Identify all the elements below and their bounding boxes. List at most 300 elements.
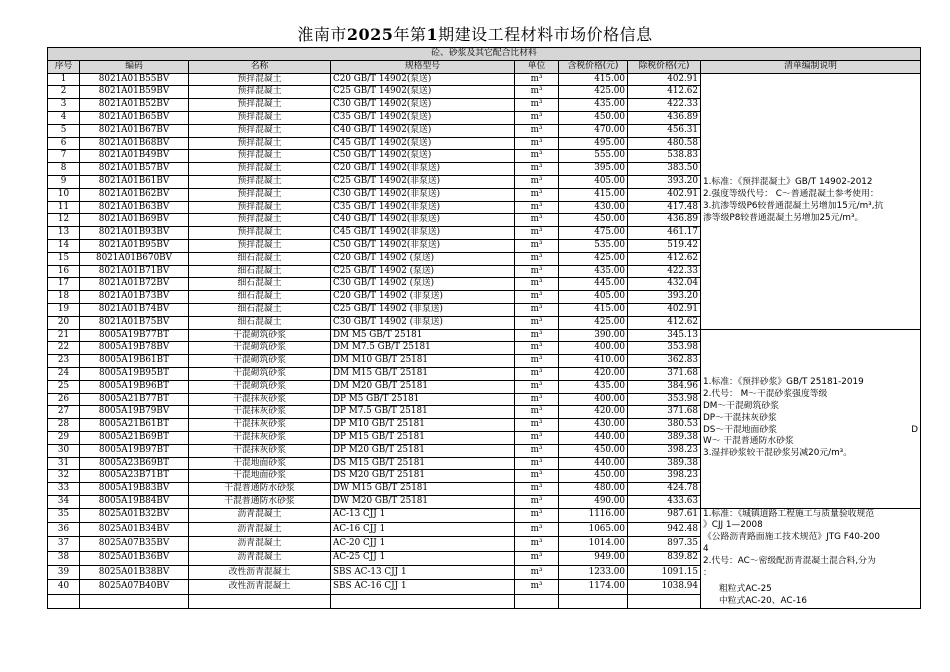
note-line: DS～干混地面砂浆 [703, 424, 777, 435]
row-unit: m³ [515, 124, 559, 137]
row-index: 31 [48, 457, 80, 470]
row-unit: m³ [515, 278, 559, 291]
row-name: 干混普通防水砂浆 [189, 495, 331, 508]
row-name: 沥青混凝土 [189, 551, 331, 565]
note-line: 3.抗渗等级P6较普通混凝土另增加15元/m³,抗 [703, 201, 884, 212]
note-line: 2.代号：AC～密级配沥青混凝土混合料,分为 [703, 555, 876, 566]
row-code: 8005A19B83BV [80, 483, 189, 496]
row-spec: C35 GB/T 14902(泵送) [331, 111, 515, 124]
row-price-notax [628, 594, 701, 608]
row-price-tax: 435.00 [559, 265, 628, 278]
row-price-notax: 345.13 [628, 329, 701, 342]
note-line: 4 [703, 544, 709, 555]
row-code: 8021A01B65BV [80, 111, 189, 124]
row-price-tax: 410.00 [559, 355, 628, 368]
row-name: 干混砌筑砂浆 [189, 329, 331, 342]
row-spec: C40 GB/T 14902(泵送) [331, 124, 515, 137]
row-unit: m³ [515, 580, 559, 594]
row-spec: C20 GB/T 14902 (泵送) [331, 252, 515, 265]
row-name: 干混抹灰砂浆 [189, 431, 331, 444]
row-unit: m³ [515, 227, 559, 240]
row-name: 预拌混凝土 [189, 73, 331, 86]
row-index: 16 [48, 265, 80, 278]
note-line-pair [703, 425, 918, 437]
row-price-notax: 422.33 [628, 99, 701, 112]
row-code: 8021A01B63BV [80, 201, 189, 214]
row-name: 沥青混凝土 [189, 523, 331, 537]
row-unit: m³ [515, 316, 559, 329]
row-index: 28 [48, 419, 80, 432]
row-code: 8021A01B59BV [80, 86, 189, 99]
row-unit: m³ [515, 99, 559, 112]
table-row [48, 508, 921, 522]
row-name: 预拌混凝土 [189, 201, 331, 214]
row-price-notax: 384.96 [628, 380, 701, 393]
row-name: 预拌混凝土 [189, 124, 331, 137]
row-code: 8005A21B69BT [80, 431, 189, 444]
row-price-tax: 400.00 [559, 342, 628, 355]
row-code: 8021A01B67BV [80, 124, 189, 137]
row-price-tax: 415.00 [559, 303, 628, 316]
row-index: 2 [48, 86, 80, 99]
note-line: 2.代号： M～干混砂浆强度等级 [703, 389, 828, 400]
row-name: 细石混凝土 [189, 291, 331, 304]
row-spec: DP M7.5 GB/T 25181 [331, 406, 515, 419]
row-code: 8021A01B71BV [80, 265, 189, 278]
row-spec: C25 GB/T 14902 (泵送) [331, 265, 515, 278]
row-unit: m³ [515, 431, 559, 444]
row-spec: C25 GB/T 14902(非泵送) [331, 175, 515, 188]
col-header-price-notax: 除税价格(元) [628, 60, 701, 73]
row-price-tax: 445.00 [559, 278, 628, 291]
note-line: 渗等级P8较普通混凝土另增加25元/m³。 [703, 212, 864, 223]
row-spec: C30 GB/T 14902 (非泵送) [331, 316, 515, 329]
row-unit: m³ [515, 566, 559, 580]
row-index: 7 [48, 150, 80, 163]
row-unit: m³ [515, 393, 559, 406]
row-index: 39 [48, 566, 80, 580]
note-line: 粗粒式AC-25 [719, 584, 772, 595]
row-spec: DP M15 GB/T 25181 [331, 431, 515, 444]
col-header-unit: 单位 [515, 60, 559, 73]
col-header-code: 编码 [80, 60, 189, 73]
row-price-notax: 519.42 [628, 239, 701, 252]
row-code: 8021A01B49BV [80, 150, 189, 163]
row-code: 8005A19B96BT [80, 380, 189, 393]
row-spec: DM M15 GB/T 25181 [331, 367, 515, 380]
row-name: 预拌混凝土 [189, 111, 331, 124]
row-spec: C45 GB/T 14902(非泵送) [331, 227, 515, 240]
row-price-tax: 490.00 [559, 495, 628, 508]
row-price-tax: 470.00 [559, 124, 628, 137]
row-price-tax: 535.00 [559, 239, 628, 252]
row-spec: DS M15 GB/T 25181 [331, 457, 515, 470]
row-index: 32 [48, 470, 80, 483]
row-price-notax: 424.78 [628, 483, 701, 496]
row-spec: AC-25 CJJ 1 [331, 551, 515, 565]
row-price-tax: 495.00 [559, 137, 628, 150]
row-code: 8021A01B95BV [80, 239, 189, 252]
row-price-tax: 440.00 [559, 431, 628, 444]
row-code: 8021A01B73BV [80, 291, 189, 304]
row-price-tax [559, 594, 628, 608]
row-code: 8021A01B69BV [80, 214, 189, 227]
row-name [189, 594, 331, 608]
row-index: 30 [48, 444, 80, 457]
note-line: D [911, 424, 919, 435]
row-name: 细石混凝土 [189, 252, 331, 265]
row-spec: DP M10 GB/T 25181 [331, 419, 515, 432]
row-unit: m³ [515, 265, 559, 278]
row-index: 34 [48, 495, 80, 508]
row-name: 干混砌筑砂浆 [189, 342, 331, 355]
row-spec: DS M20 GB/T 25181 [331, 470, 515, 483]
row-index: 3 [48, 99, 80, 112]
note-line: 》CJJ 1—2008 [703, 520, 763, 531]
row-code: 8005A19B84BV [80, 495, 189, 508]
row-code: 8025A01B36BV [80, 551, 189, 565]
row-name: 预拌混凝土 [189, 227, 331, 240]
row-spec: C30 GB/T 14902 (泵送) [331, 278, 515, 291]
row-unit: m³ [515, 188, 559, 201]
row-index: 18 [48, 291, 80, 304]
row-price-notax: 897.35 [628, 537, 701, 551]
row-price-notax: 353.98 [628, 393, 701, 406]
col-header-spec: 规格型号 [331, 60, 515, 73]
row-code: 8005A19B97BT [80, 444, 189, 457]
row-spec: AC-20 CJJ 1 [331, 537, 515, 551]
col-header-index: 序号 [48, 60, 80, 73]
row-index: 33 [48, 483, 80, 496]
row-code: 8005A19B79BV [80, 406, 189, 419]
row-price-tax: 949.00 [559, 551, 628, 565]
note-line: ： [703, 567, 712, 578]
row-code: 8021A01B55BV [80, 73, 189, 86]
row-price-notax: 538.83 [628, 150, 701, 163]
price-table [47, 47, 921, 609]
row-price-notax: 393.20 [628, 291, 701, 304]
row-price-notax: 432.04 [628, 278, 701, 291]
row-name: 改性沥青混凝土 [189, 580, 331, 594]
note-line: 1.标准：《预拌砂浆》GB/T 25181-2019 [703, 377, 864, 388]
row-unit: m³ [515, 355, 559, 368]
section-heading: 砼、砂浆及其它配合比材料 [48, 48, 921, 61]
row-price-notax: 353.98 [628, 342, 701, 355]
row-name: 干混抹灰砂浆 [189, 406, 331, 419]
row-spec: C20 GB/T 14902(泵送) [331, 73, 515, 86]
row-index: 9 [48, 175, 80, 188]
row-spec: DM M20 GB/T 25181 [331, 380, 515, 393]
row-price-notax: 987.61 [628, 508, 701, 522]
row-index: 1 [48, 73, 80, 86]
row-price-notax: 417.48 [628, 201, 701, 214]
row-spec: DM M10 GB/T 25181 [331, 355, 515, 368]
row-code: 8025A07B35BV [80, 537, 189, 551]
row-unit: m³ [515, 537, 559, 551]
row-price-notax: 402.91 [628, 303, 701, 316]
row-unit: m³ [515, 163, 559, 176]
row-price-tax: 555.00 [559, 150, 628, 163]
table-row [48, 329, 921, 342]
row-price-notax: 433.63 [628, 495, 701, 508]
row-name: 预拌混凝土 [189, 150, 331, 163]
row-name: 沥青混凝土 [189, 537, 331, 551]
row-index: 5 [48, 124, 80, 137]
notes-concrete [701, 73, 921, 329]
row-price-tax: 440.00 [559, 457, 628, 470]
row-price-notax: 402.91 [628, 188, 701, 201]
row-name: 预拌混凝土 [189, 214, 331, 227]
row-spec: DP M5 GB/T 25181 [331, 393, 515, 406]
row-unit: m³ [515, 342, 559, 355]
row-code: 8021A01B57BV [80, 163, 189, 176]
row-index: 35 [48, 508, 80, 522]
row-name: 干混砌筑砂浆 [189, 367, 331, 380]
row-name: 预拌混凝土 [189, 99, 331, 112]
row-price-tax: 1233.00 [559, 566, 628, 580]
row-unit: m³ [515, 201, 559, 214]
row-name: 细石混凝土 [189, 303, 331, 316]
row-unit: m³ [515, 111, 559, 124]
row-unit: m³ [515, 523, 559, 537]
row-unit: m³ [515, 483, 559, 496]
row-code: 8021A01B52BV [80, 99, 189, 112]
row-price-notax: 412.62 [628, 252, 701, 265]
row-spec: AC-13 CJJ 1 [331, 508, 515, 522]
row-spec: C25 GB/T 14902(泵送) [331, 86, 515, 99]
row-index: 23 [48, 355, 80, 368]
row-spec: C30 GB/T 14902(泵送) [331, 99, 515, 112]
row-price-tax: 1116.00 [559, 508, 628, 522]
row-price-notax: 371.68 [628, 406, 701, 419]
row-name: 干混抹灰砂浆 [189, 393, 331, 406]
row-spec: DW M15 GB/T 25181 [331, 483, 515, 496]
row-code: 8025A01B34BV [80, 523, 189, 537]
row-price-tax: 425.00 [559, 252, 628, 265]
row-index: 29 [48, 431, 80, 444]
col-header-notes: 清单编制说明 [701, 60, 921, 73]
row-index: 13 [48, 227, 80, 240]
row-code: 8021A01B75BV [80, 316, 189, 329]
row-price-notax: 389.38 [628, 431, 701, 444]
row-code: 8021A01B62BV [80, 188, 189, 201]
row-code: 8005A21B61BT [80, 419, 189, 432]
row-unit: m³ [515, 380, 559, 393]
row-unit: m³ [515, 406, 559, 419]
row-code: 8005A19B77BT [80, 329, 189, 342]
row-price-notax: 393.20 [628, 175, 701, 188]
row-index: 40 [48, 580, 80, 594]
row-code: 8005A21B77BT [80, 393, 189, 406]
row-code: 8005A19B95BT [80, 367, 189, 380]
row-name: 预拌混凝土 [189, 137, 331, 150]
row-price-notax: 362.83 [628, 355, 701, 368]
row-unit: m³ [515, 303, 559, 316]
row-unit: m³ [515, 444, 559, 457]
row-unit: m³ [515, 495, 559, 508]
row-index: 17 [48, 278, 80, 291]
col-header-price-tax: 含税价格(元) [559, 60, 628, 73]
row-price-tax: 420.00 [559, 367, 628, 380]
row-index: 4 [48, 111, 80, 124]
row-price-notax: 436.89 [628, 214, 701, 227]
row-unit: m³ [515, 214, 559, 227]
row-name: 细石混凝土 [189, 278, 331, 291]
row-price-tax: 430.00 [559, 201, 628, 214]
row-price-tax: 405.00 [559, 175, 628, 188]
row-index: 19 [48, 303, 80, 316]
col-header-name: 名称 [189, 60, 331, 73]
notes-mortar [701, 329, 921, 508]
row-name: 改性沥青混凝土 [189, 566, 331, 580]
row-price-tax: 405.00 [559, 291, 628, 304]
row-unit: m³ [515, 175, 559, 188]
row-name: 预拌混凝土 [189, 188, 331, 201]
row-code: 8021A01B74BV [80, 303, 189, 316]
row-price-notax: 422.33 [628, 265, 701, 278]
row-index: 12 [48, 214, 80, 227]
row-spec: C45 GB/T 14902(泵送) [331, 137, 515, 150]
row-price-tax: 415.00 [559, 73, 628, 86]
row-price-notax: 1091.15 [628, 566, 701, 580]
row-unit: m³ [515, 329, 559, 342]
row-spec: C20 GB/T 14902 (非泵送) [331, 291, 515, 304]
row-price-tax: 450.00 [559, 111, 628, 124]
row-price-notax: 412.62 [628, 86, 701, 99]
row-price-tax: 425.00 [559, 316, 628, 329]
row-price-notax: 480.58 [628, 137, 701, 150]
row-unit: m³ [515, 419, 559, 432]
row-code: 8005A19B78BV [80, 342, 189, 355]
row-index: 11 [48, 201, 80, 214]
row-code: 8025A01B38BV [80, 566, 189, 580]
row-price-notax: 402.91 [628, 73, 701, 86]
row-name: 预拌混凝土 [189, 86, 331, 99]
row-price-tax: 425.00 [559, 86, 628, 99]
row-unit: m³ [515, 367, 559, 380]
row-spec: DM M5 GB/T 25181 [331, 329, 515, 342]
row-index: 25 [48, 380, 80, 393]
row-index: 22 [48, 342, 80, 355]
row-code: 8021A01B61BV [80, 175, 189, 188]
row-price-tax: 420.00 [559, 406, 628, 419]
row-price-notax: 436.89 [628, 111, 701, 124]
note-line: 2.强度等级代号： C～普通混凝土参考使用： [703, 189, 879, 200]
row-price-tax: 1014.00 [559, 537, 628, 551]
row-index: 21 [48, 329, 80, 342]
row-code: 8021A01B670BV [80, 252, 189, 265]
row-index: 15 [48, 252, 80, 265]
row-spec: SBS AC-13 CJJ 1 [331, 566, 515, 580]
row-spec: DP M20 GB/T 25181 [331, 444, 515, 457]
note-line: 中粒式AC-20、AC-16 [719, 596, 807, 607]
row-spec: DM M7.5 GB/T 25181 [331, 342, 515, 355]
row-price-tax: 450.00 [559, 470, 628, 483]
row-index: 38 [48, 551, 80, 565]
row-price-notax: 456.31 [628, 124, 701, 137]
row-price-notax: 839.82 [628, 551, 701, 565]
note-line: 1.标准：《预拌混凝土》GB/T 14902-2012 [703, 177, 873, 188]
row-name: 干混普通防水砂浆 [189, 483, 331, 496]
row-name: 预拌混凝土 [189, 239, 331, 252]
row-name: 细石混凝土 [189, 265, 331, 278]
row-price-notax: 383.50 [628, 163, 701, 176]
row-price-tax: 415.00 [559, 188, 628, 201]
row-code: 8025A01B32BV [80, 508, 189, 522]
row-name: 干混地面砂浆 [189, 470, 331, 483]
row-code: 8005A19B61BT [80, 355, 189, 368]
row-name: 沥青混凝土 [189, 508, 331, 522]
row-price-tax: 450.00 [559, 214, 628, 227]
row-price-tax: 435.00 [559, 99, 628, 112]
row-unit: m³ [515, 291, 559, 304]
row-name: 预拌混凝土 [189, 163, 331, 176]
row-price-notax: 380.53 [628, 419, 701, 432]
table-row [48, 73, 921, 86]
row-unit: m³ [515, 137, 559, 150]
column-header-row [48, 60, 921, 73]
row-price-tax: 1065.00 [559, 523, 628, 537]
row-unit: m³ [515, 239, 559, 252]
row-price-notax: 461.17 [628, 227, 701, 240]
row-index: 14 [48, 239, 80, 252]
note-line: 3.湿拌砂浆较干混砂浆另减20元/m³。 [703, 448, 853, 459]
row-name: 干混抹灰砂浆 [189, 419, 331, 432]
row-spec: C35 GB/T 14902(非泵送) [331, 201, 515, 214]
row-name: 细石混凝土 [189, 316, 331, 329]
row-price-tax: 480.00 [559, 483, 628, 496]
row-spec: C20 GB/T 14902(非泵送) [331, 163, 515, 176]
row-spec: C30 GB/T 14902(非泵送) [331, 188, 515, 201]
note-line: 1.标准：《城镇道路工程施工与质量验收规范 [703, 508, 875, 519]
row-price-tax: 450.00 [559, 444, 628, 457]
row-index: 26 [48, 393, 80, 406]
row-index [48, 594, 80, 608]
notes-asphalt [701, 508, 921, 608]
row-unit [515, 594, 559, 608]
row-index: 6 [48, 137, 80, 150]
row-unit: m³ [515, 457, 559, 470]
note-line: DM～干混砌筑砂浆 [703, 400, 779, 411]
row-name: 干混抹灰砂浆 [189, 444, 331, 457]
row-code: 8021A01B68BV [80, 137, 189, 150]
row-price-notax: 389.38 [628, 457, 701, 470]
row-price-notax: 1038.94 [628, 580, 701, 594]
row-unit: m³ [515, 508, 559, 522]
row-price-notax: 398.23 [628, 444, 701, 457]
table-body [48, 73, 921, 608]
row-unit: m³ [515, 551, 559, 565]
row-code: 8021A01B93BV [80, 227, 189, 240]
row-price-tax: 400.00 [559, 393, 628, 406]
row-code [80, 594, 189, 608]
row-unit: m³ [515, 73, 559, 86]
row-spec: C50 GB/T 14902(泵送) [331, 150, 515, 163]
row-index: 37 [48, 537, 80, 551]
row-spec: C50 GB/T 14902(非泵送) [331, 239, 515, 252]
row-unit: m³ [515, 252, 559, 265]
row-spec: DW M20 GB/T 25181 [331, 495, 515, 508]
row-unit: m³ [515, 86, 559, 99]
row-spec: SBS AC-16 CJJ 1 [331, 580, 515, 594]
row-index: 36 [48, 523, 80, 537]
row-index: 27 [48, 406, 80, 419]
row-price-tax: 1174.00 [559, 580, 628, 594]
row-unit: m³ [515, 470, 559, 483]
row-code: 8025A07B40BV [80, 580, 189, 594]
row-price-tax: 395.00 [559, 163, 628, 176]
row-price-notax: 412.62 [628, 316, 701, 329]
